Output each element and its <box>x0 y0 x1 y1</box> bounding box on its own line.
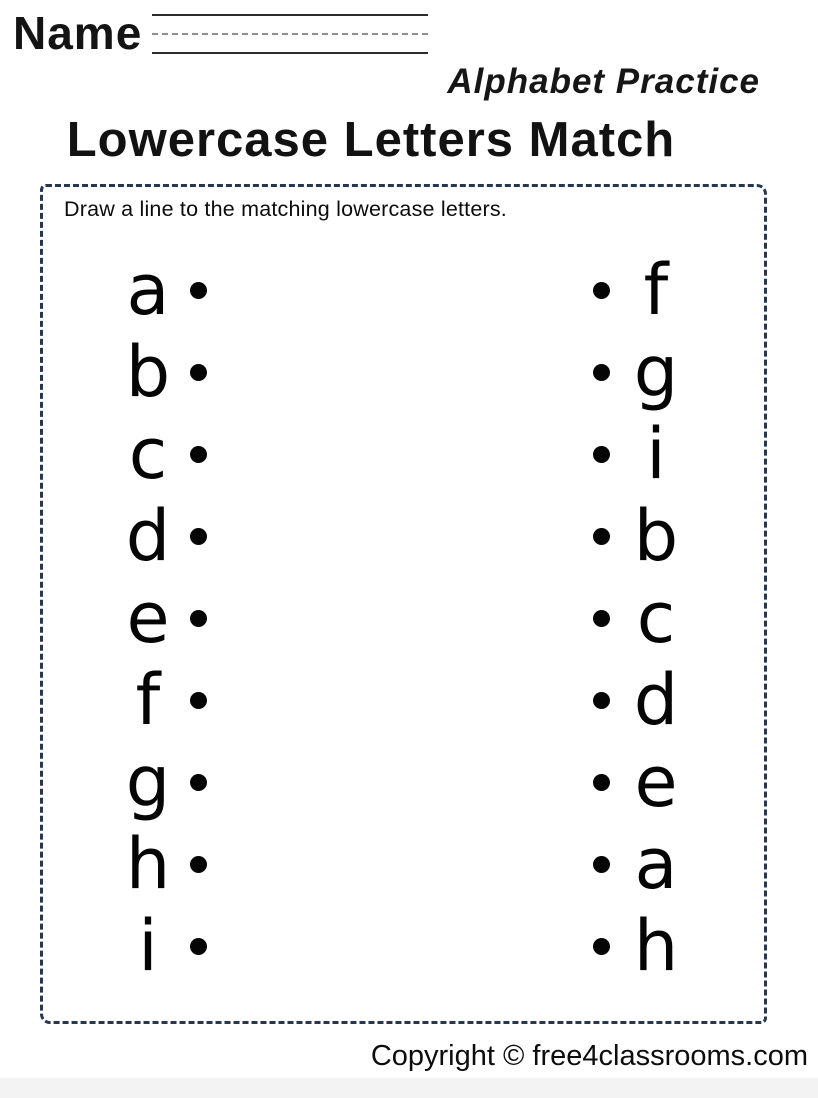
name-line-middle <box>152 33 428 35</box>
match-dot-left[interactable] <box>190 528 207 545</box>
match-dot-left[interactable] <box>190 938 207 955</box>
name-line-bottom <box>152 52 428 54</box>
worksheet-subtitle: Alphabet Practice <box>447 62 760 101</box>
match-row <box>43 823 764 905</box>
left-letter: a <box>126 249 170 331</box>
match-row <box>43 331 764 413</box>
name-line-top <box>152 14 428 16</box>
bottom-page-edge <box>0 1078 818 1098</box>
right-letter: h <box>633 905 679 987</box>
match-row <box>43 495 764 577</box>
name-writing-area[interactable] <box>152 14 428 54</box>
left-letter: b <box>125 331 171 413</box>
match-dot-left[interactable] <box>190 446 207 463</box>
match-dot-left[interactable] <box>190 282 207 299</box>
right-letter: b <box>633 495 679 577</box>
right-letter: c <box>636 577 676 659</box>
match-row <box>43 741 764 823</box>
match-dot-left[interactable] <box>190 364 207 381</box>
match-dot-left[interactable] <box>190 856 207 873</box>
left-letter: f <box>135 659 161 741</box>
match-dot-left[interactable] <box>190 610 207 627</box>
page-title: Lowercase Letters Match <box>66 113 676 167</box>
match-row <box>43 659 764 741</box>
right-letter: e <box>634 741 678 823</box>
match-row <box>43 249 764 331</box>
left-letter: i <box>138 905 158 987</box>
match-row <box>43 413 764 495</box>
name-label: Name <box>13 7 143 59</box>
match-row <box>43 905 764 987</box>
left-letter: h <box>125 823 171 905</box>
right-letter: i <box>646 413 666 495</box>
left-letter: c <box>128 413 168 495</box>
match-dot-left[interactable] <box>190 692 207 709</box>
right-letter: g <box>633 331 679 413</box>
match-dot-left[interactable] <box>190 774 207 791</box>
instruction-text: Draw a line to the matching lowercase letters. <box>64 197 507 221</box>
right-letter: d <box>633 659 679 741</box>
right-letter: f <box>643 249 669 331</box>
worksheet-border-box <box>40 184 767 1024</box>
match-rows <box>43 249 764 987</box>
left-letter: g <box>125 741 171 823</box>
match-row <box>43 577 764 659</box>
right-letter: a <box>634 823 678 905</box>
left-letter: d <box>125 495 171 577</box>
copyright-text: Copyright © free4classrooms.com <box>370 1040 808 1072</box>
left-letter: e <box>126 577 170 659</box>
